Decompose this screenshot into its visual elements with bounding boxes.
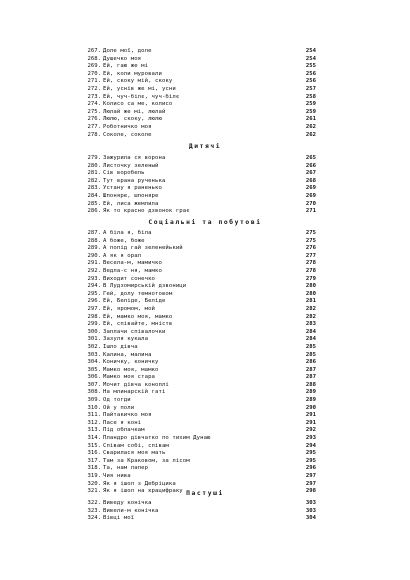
entry-number: 278.	[87, 131, 101, 138]
entry-title: Ведла-с ня, мамко	[103, 267, 162, 274]
section-heading-children: Дитячі	[188, 143, 222, 150]
entry-title: Зазуля кукала	[103, 336, 149, 343]
index-entry	[0, 465, 410, 473]
index-entry	[0, 253, 410, 261]
entry-number: 305.	[87, 366, 101, 373]
index-entry	[0, 515, 410, 523]
entry-page: 283	[305, 321, 316, 328]
entry-page: 266	[305, 162, 316, 169]
entry-title: Колисо са ме, колисо	[103, 101, 173, 108]
index-entry	[0, 412, 410, 420]
entry-page: 292	[305, 427, 316, 434]
entry-number: 297.	[87, 305, 101, 312]
entry-page: 303	[305, 507, 316, 514]
entry-page: 275	[305, 237, 316, 244]
entry-page: 294	[305, 442, 316, 449]
index-entry	[0, 321, 410, 329]
entry-title: Ей, Беліде, Беліде	[103, 298, 166, 305]
index-list-social	[0, 230, 410, 496]
entry-page: 282	[305, 305, 316, 312]
entry-number: 317.	[87, 457, 101, 464]
entry-number: 272.	[87, 85, 101, 92]
entry-title: Пландро дівчатко по тихим Дунаю	[103, 435, 211, 442]
entry-title: Устану я раненько	[103, 185, 162, 192]
entry-title: Вивели-м конічка	[103, 507, 159, 514]
entry-page: 295	[305, 450, 316, 457]
entry-title: Коничку, коничку	[103, 359, 159, 366]
entry-title: Ей, чуч-білє, чуч-білє	[103, 93, 180, 100]
entry-title: Заплачи співалочки	[103, 328, 166, 335]
entry-title: Виходит сонечко	[103, 275, 156, 282]
entry-page: 289	[305, 397, 316, 404]
entry-title: Ей, гаю же мі	[103, 63, 149, 70]
entry-title: Роботничко моя	[103, 123, 152, 130]
index-entry	[0, 163, 410, 171]
entry-page: 258	[305, 93, 316, 100]
index-entry	[0, 124, 410, 132]
entry-page: 287	[305, 366, 316, 373]
entry-title: Ей, коли муровали	[103, 70, 162, 77]
index-entry	[0, 178, 410, 186]
entry-number: 280.	[87, 162, 101, 169]
entry-page: 269	[305, 192, 316, 199]
entry-number: 320.	[87, 480, 101, 487]
index-entry	[0, 283, 410, 291]
entry-number: 285.	[87, 200, 101, 207]
index-entry	[0, 94, 410, 102]
entry-page: 278	[305, 267, 316, 274]
index-entry	[0, 109, 410, 117]
entry-number: 284.	[87, 192, 101, 199]
entry-page: 269	[305, 185, 316, 192]
entry-number: 303.	[87, 351, 101, 358]
entry-page: 256	[305, 78, 316, 85]
index-entry	[0, 352, 410, 360]
entry-page: 259	[305, 101, 316, 108]
index-entry	[0, 230, 410, 238]
index-entry	[0, 298, 410, 306]
entry-number: 279.	[87, 155, 101, 161]
index-entry	[0, 170, 410, 178]
entry-page: 279	[305, 275, 316, 282]
entry-number: 275.	[87, 108, 101, 115]
entry-page: 291	[305, 412, 316, 419]
entry-page: 284	[305, 336, 316, 343]
entry-title: На млинарскій гаті	[103, 389, 166, 396]
entry-number: 288.	[87, 237, 101, 244]
entry-title: Мамко моя стара	[103, 374, 156, 381]
index-entry	[0, 314, 410, 322]
entry-page: 297	[305, 473, 316, 479]
entry-title: Під облачкам	[103, 427, 145, 434]
entry-number: 295.	[87, 290, 101, 297]
entry-title: Люлю, скоку, люлю	[103, 116, 162, 123]
entry-page: 259	[305, 108, 316, 115]
entry-title: Там за Краковом, за лісом	[103, 457, 190, 464]
entry-page: 268	[305, 177, 316, 184]
entry-number: 321.	[87, 488, 101, 495]
entry-page: 303	[305, 500, 316, 506]
entry-page: 289	[305, 389, 316, 396]
index-list-shepherds	[0, 500, 410, 523]
entry-page: 262	[305, 131, 316, 138]
entry-page: 293	[305, 435, 316, 442]
entry-number: 324.	[87, 515, 101, 522]
entry-page: 280	[305, 290, 316, 297]
index-entry	[0, 101, 410, 109]
entry-number: 312.	[87, 419, 101, 426]
index-entry	[0, 48, 410, 56]
entry-page: 285	[305, 343, 316, 350]
entry-number: 316.	[87, 450, 101, 457]
entry-number: 323.	[87, 507, 101, 514]
entry-page: 298	[305, 488, 316, 495]
index-entry	[0, 86, 410, 94]
entry-number: 287.	[87, 230, 101, 236]
entry-number: 277.	[87, 123, 101, 130]
entry-title: А як я орал	[103, 252, 142, 259]
entry-page: 290	[305, 404, 316, 411]
entry-number: 309.	[87, 397, 101, 404]
index-entry	[0, 389, 410, 397]
index-entry	[0, 397, 410, 405]
entry-number: 310.	[87, 404, 101, 411]
index-entry	[0, 268, 410, 276]
entry-title: Пайтакичко моя	[103, 412, 152, 419]
entry-page: 281	[305, 298, 316, 305]
index-entry	[0, 116, 410, 124]
entry-number: 304.	[87, 359, 101, 366]
entry-title: Листочку зеленый	[103, 162, 159, 169]
index-entry	[0, 63, 410, 71]
entry-title: Мамко моя, мамко	[103, 366, 159, 373]
entry-title: Ей, уснів же мі, усни	[103, 85, 176, 92]
entry-title: Та, нам лапер	[103, 465, 149, 472]
entry-number: 299.	[87, 321, 101, 328]
entry-title: В Лудзомирській дзвоници	[103, 283, 187, 290]
entry-page: 265	[305, 155, 316, 161]
entry-title: А біла я, біла	[103, 230, 152, 236]
index-entry	[0, 420, 410, 428]
entry-page: 277	[305, 252, 316, 259]
entry-number: 302.	[87, 343, 101, 350]
entry-number: 306.	[87, 374, 101, 381]
entry-title: Од тогди	[103, 397, 131, 404]
index-entry	[0, 155, 410, 163]
entry-number: 269.	[87, 63, 101, 70]
entry-title: Виведу конічка	[103, 500, 152, 506]
entry-number: 294.	[87, 283, 101, 290]
entry-number: 301.	[87, 336, 101, 343]
entry-title: Сварилася моя мать	[103, 450, 166, 457]
entry-number: 270.	[87, 70, 101, 77]
index-entry	[0, 78, 410, 86]
entry-number: 300.	[87, 328, 101, 335]
entry-title: А попід гай зеленейький	[103, 245, 183, 252]
entry-title: Ей, скоку мій, скоку	[103, 78, 173, 85]
index-list-children	[0, 155, 410, 216]
entry-title: Мочит дівча коноплі	[103, 381, 169, 388]
entry-title: А боже, боже	[103, 237, 145, 244]
entry-title: Ей, яромом, мой	[103, 305, 156, 312]
entry-number: 267.	[87, 48, 101, 54]
entry-number: 271.	[87, 78, 101, 85]
entry-page: 286	[305, 359, 316, 366]
entry-title: Як я ішол з Дебрiцика	[103, 480, 176, 487]
entry-page: 295	[305, 457, 316, 464]
entry-number: 276.	[87, 116, 101, 123]
index-entry	[0, 473, 410, 481]
entry-title: Сів воробель	[103, 170, 145, 177]
entry-title: Душечко моя	[103, 55, 142, 62]
entry-title: Гей, долу темнотовом	[103, 290, 173, 297]
entry-title: Чия нива	[103, 473, 131, 479]
entry-title: Тут врана рученька	[103, 177, 166, 184]
entry-page: 254	[305, 48, 316, 54]
entry-number: 318.	[87, 465, 101, 472]
index-entry	[0, 481, 410, 489]
entry-number: 286.	[87, 208, 101, 215]
index-list-lullabies	[0, 48, 410, 139]
entry-title: Ішло дівча	[103, 343, 138, 350]
entry-title: Ей, співайте, мніств	[103, 321, 173, 328]
entry-title: Як я ішол на крацифраку	[103, 488, 183, 495]
entry-page: 287	[305, 374, 316, 381]
entry-page: 255	[305, 63, 316, 70]
index-entry	[0, 458, 410, 466]
entry-title: Ей, мамко моя, мамко	[103, 313, 173, 320]
entry-title: Шпоняре, шпоняре	[103, 192, 159, 199]
index-entry	[0, 185, 410, 193]
index-entry	[0, 193, 410, 201]
entry-number: 311.	[87, 412, 101, 419]
entry-title: Зажурила ся ворона	[103, 155, 166, 161]
entry-page: 256	[305, 70, 316, 77]
entry-page: 267	[305, 170, 316, 177]
entry-title: Співам собі, співам	[103, 442, 169, 449]
entry-page: 284	[305, 328, 316, 335]
entry-title: Як то красно дзвонок грає	[103, 208, 190, 215]
index-entry	[0, 405, 410, 413]
entry-title: Калина, малина	[103, 351, 152, 358]
index-entry	[0, 276, 410, 284]
index-entry	[0, 260, 410, 268]
index-entry	[0, 71, 410, 79]
entry-title: Вівці мої	[103, 515, 135, 522]
index-entry	[0, 508, 410, 516]
index-entry	[0, 443, 410, 451]
entry-page: 304	[305, 515, 316, 522]
entry-number: 290.	[87, 252, 101, 259]
entry-number: 273.	[87, 93, 101, 100]
index-entry	[0, 329, 410, 337]
entry-title: Соколе, соколе	[103, 131, 152, 138]
index-entry	[0, 291, 410, 299]
entry-page: 271	[305, 208, 316, 215]
entry-title: Ой у поли	[103, 404, 135, 411]
entry-page: 257	[305, 85, 316, 92]
index-entry	[0, 208, 410, 216]
index-entry	[0, 132, 410, 140]
entry-page: 297	[305, 480, 316, 487]
entry-title: Ей, лиса жемлила	[103, 200, 159, 207]
entry-number: 315.	[87, 442, 101, 449]
entry-page: 261	[305, 116, 316, 123]
entry-number: 293.	[87, 275, 101, 282]
entry-page: 262	[305, 123, 316, 130]
entry-number: 289.	[87, 245, 101, 252]
entry-page: 296	[305, 465, 316, 472]
index-entry	[0, 500, 410, 508]
section-heading-social: Соціальні та побутові	[148, 219, 262, 226]
entry-number: 291.	[87, 260, 101, 267]
index-entry	[0, 435, 410, 443]
index-entry	[0, 367, 410, 375]
entry-page: 282	[305, 313, 316, 320]
entry-page: 280	[305, 283, 316, 290]
entry-number: 313.	[87, 427, 101, 434]
entry-number: 308.	[87, 389, 101, 396]
entry-number: 314.	[87, 435, 101, 442]
entry-number: 296.	[87, 298, 101, 305]
entry-number: 319.	[87, 473, 101, 479]
entry-number: 282.	[87, 177, 101, 184]
index-entry	[0, 306, 410, 314]
index-entry	[0, 238, 410, 246]
entry-page: 275	[305, 230, 316, 236]
index-entry	[0, 450, 410, 458]
entry-number: 274.	[87, 101, 101, 108]
entry-number: 292.	[87, 267, 101, 274]
entry-number: 298.	[87, 313, 101, 320]
index-entry	[0, 382, 410, 390]
entry-number: 281.	[87, 170, 101, 177]
entry-page: 254	[305, 55, 316, 62]
entry-page: 288	[305, 381, 316, 388]
entry-page: 278	[305, 260, 316, 267]
entry-title: Пасе я коні	[103, 419, 142, 426]
entry-number: 268.	[87, 55, 101, 62]
entry-title: Доле мої, доле	[103, 48, 152, 54]
index-entry	[0, 344, 410, 352]
entry-page: 276	[305, 245, 316, 252]
entry-page: 270	[305, 200, 316, 207]
entry-title: Люлай же мі, люлай	[103, 108, 166, 115]
index-entry	[0, 201, 410, 209]
entry-page: 291	[305, 419, 316, 426]
index-entry	[0, 56, 410, 64]
entry-page: 285	[305, 351, 316, 358]
entry-number: 322.	[87, 500, 101, 506]
index-entry	[0, 427, 410, 435]
entry-title: Весела-м, мамичко	[103, 260, 162, 267]
section-heading-shepherds: Пастуші	[186, 490, 224, 497]
index-entry	[0, 336, 410, 344]
index-entry	[0, 359, 410, 367]
entry-number: 307.	[87, 381, 101, 388]
index-entry	[0, 245, 410, 253]
entry-number: 283.	[87, 185, 101, 192]
index-entry	[0, 374, 410, 382]
